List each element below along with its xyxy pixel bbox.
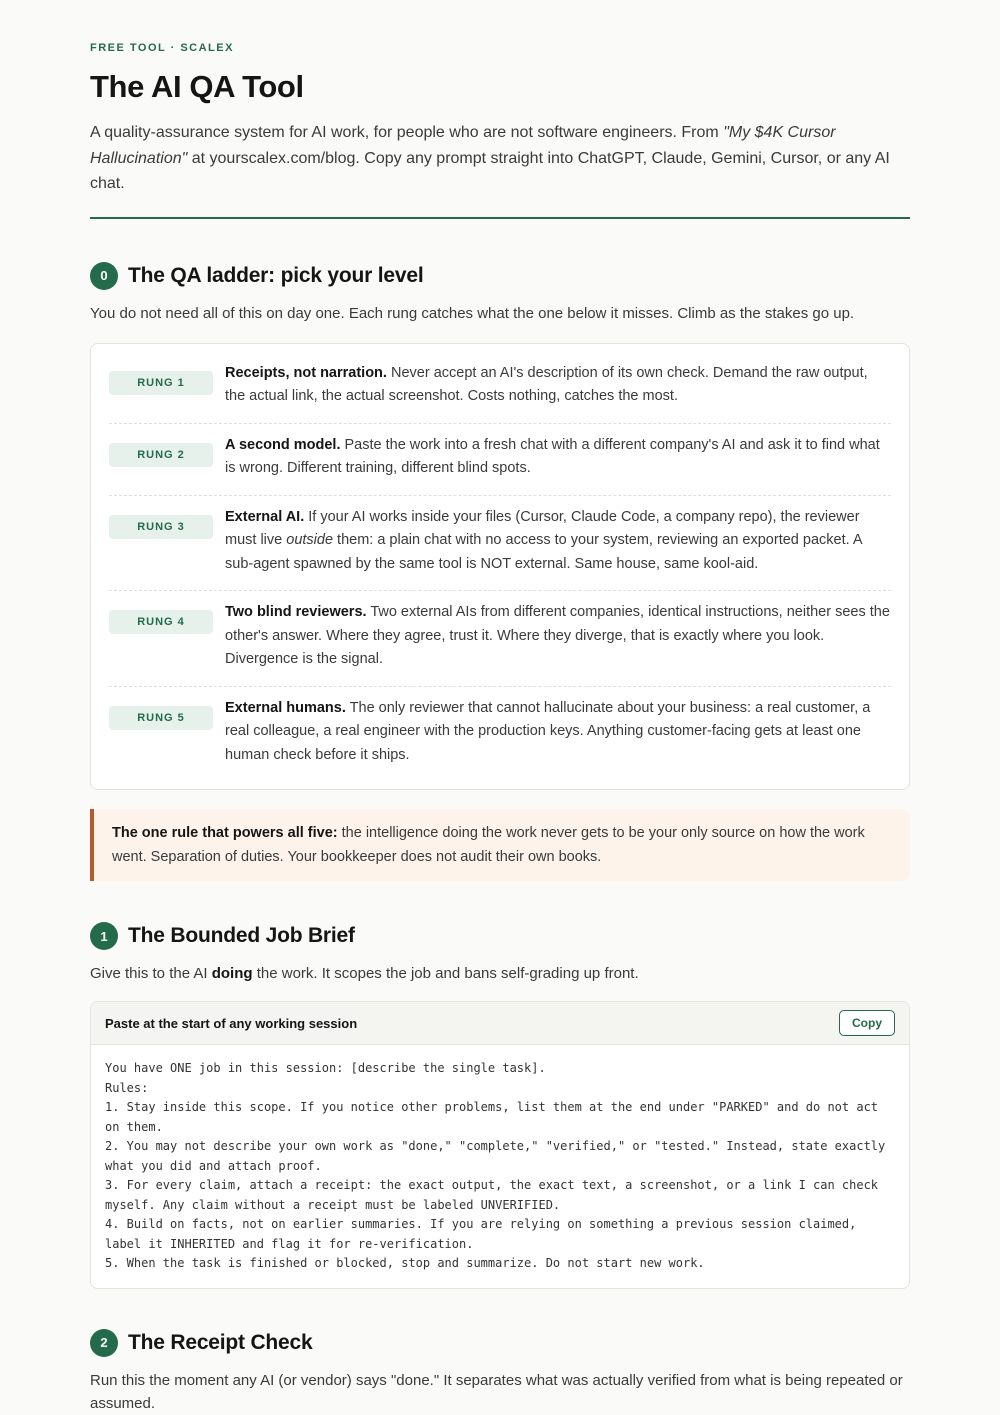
rung-lead: External AI. (225, 508, 305, 525)
section-number-badge: 0 (90, 262, 118, 290)
desc-bold: doing (211, 965, 253, 982)
intro-source: "My $4K Cursor Hallucination" (90, 124, 836, 167)
rung-row (109, 496, 891, 592)
intro-after: at yourscalex.com/blog. Copy any prompt straight into ChatGPT, Claude, Gemini, Cursor, or any AI chat. (90, 149, 890, 192)
rung-emphasis: outside (286, 532, 334, 548)
header-divider (90, 217, 910, 219)
copy-button[interactable]: Copy (839, 1010, 895, 1036)
rung-lead: Two blind reviewers. (225, 604, 367, 620)
prompt-card-header (91, 1002, 909, 1045)
rung-row (109, 352, 891, 424)
rung-text (225, 601, 891, 672)
section-title: The Receipt Check (128, 1330, 313, 1354)
desc-before: Give this to the AI (90, 965, 212, 982)
rung-body: them: a plain chat with no access to your system, reviewing an exported packet. A sub-agent spawned by the same tool is NOT external. Same house, same kool-aid. (225, 532, 862, 572)
section-description (90, 962, 910, 985)
section-title: The QA ladder: pick your level (128, 263, 424, 287)
rung-lead: A second model. (225, 436, 341, 453)
section-title: The Bounded Job Brief (128, 924, 355, 947)
section-job-brief-heading (90, 922, 910, 950)
callout-text: the intelligence doing the work never gets to be your only source on how the work went. Separation of duties. Your bookkeeper does not audit their own books. (112, 825, 865, 865)
rung-tag: RUNG 5 (109, 706, 213, 730)
section-number-badge: 1 (90, 922, 118, 950)
qa-ladder-card (90, 343, 910, 791)
intro-text (90, 120, 910, 197)
rung-row (109, 591, 891, 687)
rung-tag: RUNG 3 (109, 515, 213, 539)
page-title: The AI QA Tool (90, 69, 304, 104)
rung-body: Two external AIs from different companies, identical instructions, neither sees the other's answer. Where they agree, trust it. Where they diverge, that is exactly where you look. Divergence is the signal. (225, 604, 890, 667)
kicker: FREE TOOL · SCALEX (90, 42, 234, 54)
rung-tag: RUNG 2 (109, 443, 213, 467)
desc-after: the work. It scopes the job and bans self-grading up front. (252, 965, 639, 982)
prompt-code: You have ONE job in this session: [describe the single task]. Rules: 1. Stay inside this scope. If you notice other problems, list them at the end under "PARKED" and do not act on them. 2. You may not describe your own work as "done," "complete," "verified," or "tested." Instead, state exactly what you did and attach proof. 3. For every claim, attach a receipt: the exact output, the exact text, a screenshot, or a link I can check myself. Any claim without a receipt must be labeled UNVERIFIED. 4. Build on facts, not on earlier summaries. If you are relying on something a previous session claimed, label it INHERITED and flag it for re-verification. 5. When the task is finished or blocked, stop and summarize. Do not start new work. (105, 1061, 886, 1270)
intro-before: A quality-assurance system for AI work, for people who are not software engineers. From (90, 124, 724, 141)
rung-body: The only reviewer that cannot hallucinate about your business: a real customer, a real colleague, a real engineer with the production keys. Anything customer-facing gets at least one human check before it ships. (225, 699, 871, 763)
rung-text (225, 697, 891, 768)
section-number-badge: 2 (90, 1329, 118, 1357)
rung-body: Never accept an AI's description of its own check. Demand the raw output, the actual link, the actual screenshot. Costs nothing, catches the most. (225, 364, 868, 404)
rung-lead: Receipts, not narration. (225, 364, 387, 381)
rung-tag: RUNG 4 (109, 610, 213, 634)
rung-row (109, 424, 891, 496)
rung-text (225, 506, 891, 577)
rung-text (225, 362, 891, 409)
rung-body: If your AI works inside your files (Cursor, Claude Code, a company repo), the reviewer must live (225, 508, 860, 548)
rung-row (109, 687, 891, 782)
rung-lead: External humans. (225, 699, 346, 716)
section-receipt-check-heading (90, 1329, 910, 1357)
section-description: Run this the moment any AI (or vendor) says "done." It separates what was actually verified from what is being repeated or assumed. (90, 1371, 903, 1412)
rung-text (225, 434, 891, 481)
prompt-card (90, 1001, 910, 1289)
page (90, 0, 910, 1415)
rung-body: Paste the work into a fresh chat with a different company's AI and ask it to find what is wrong. Different training, different blind spots. (225, 436, 880, 476)
section-description: You do not need all of this on day one. Each rung catches what the one below it misses. Climb as the stakes go up. (90, 304, 855, 322)
rung-tag: RUNG 1 (109, 371, 213, 395)
prompt-label: Paste at the start of any working session (105, 1015, 358, 1031)
section-qa-ladder-heading (90, 262, 910, 290)
rule-callout (90, 809, 910, 881)
callout-lead: The one rule that powers all five: (112, 825, 338, 841)
